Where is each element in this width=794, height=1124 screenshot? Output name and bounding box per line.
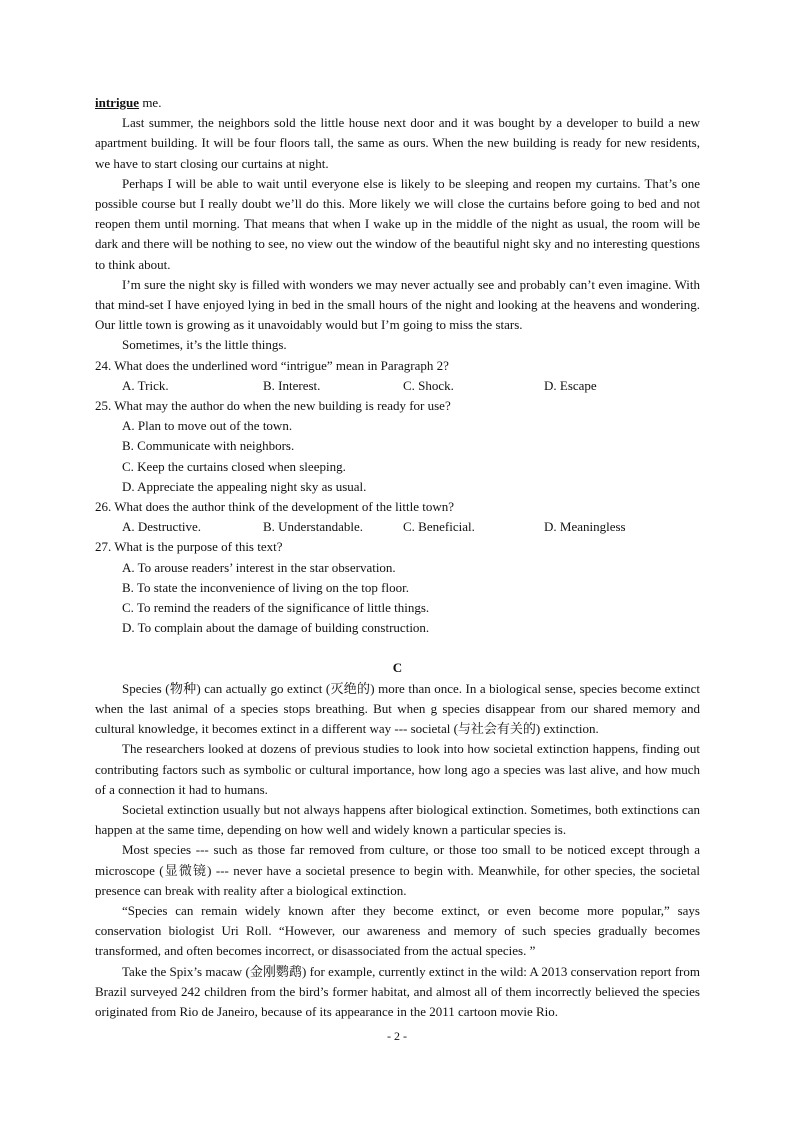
option-a: A. Trick. xyxy=(122,377,169,393)
option-b: B. Understandable. xyxy=(263,519,364,535)
option-a: A. To arouse readers’ interest in the star observation. xyxy=(122,559,396,575)
option-d: D. Appreciate the appealing night sky as usual. xyxy=(122,478,367,494)
underlined-word: intrigue xyxy=(95,95,140,110)
paragraph: Societal extinction usually but not always happens after biological extinction. Sometimes, both extinctions can happen at the same time, depending on how well and widely known a particular species is. xyxy=(95,801,700,838)
option-b: B. To state the inconvenience of living on the top floor. xyxy=(122,579,409,595)
question-stem: 24. What does the underlined word “intrigue” mean in Paragraph 2? xyxy=(95,357,449,373)
option-d: D. To complain about the damage of building construction. xyxy=(122,620,430,636)
option-b: B. Communicate with neighbors. xyxy=(122,438,295,454)
question-26 xyxy=(95,497,700,537)
question-27 xyxy=(95,537,700,638)
intro-line: intrigue me. xyxy=(95,95,162,110)
option-a: A. Plan to move out of the town. xyxy=(122,418,293,434)
page-number: - 2 - xyxy=(387,1029,407,1043)
option-c: C. Shock. xyxy=(403,377,454,393)
option-c: C. Keep the curtains closed when sleeping. xyxy=(122,458,346,474)
paragraph: Take the Spix’s macaw (金刚鹦鹉) for example, currently extinct in the wild: A 2013 conservation report from Brazil surveyed 242 children from the bird’s former habitat, and almost all of them incorrectly believed the species originated from Rio de Janeiro, because of its appearance in the 2011 cartoon movie Rio. xyxy=(95,963,700,1019)
option-c: C. Beneficial. xyxy=(403,519,475,535)
option-b: B. Interest. xyxy=(263,377,321,393)
option-d: D. Escape xyxy=(544,377,597,393)
question-stem: 27. What is the purpose of this text? xyxy=(95,539,283,555)
paragraph: The researchers looked at dozens of previous studies to look into how societal extinction happens, finding out contributing factors such as symbolic or cultural importance, how long ago a species was last alive, and how much of a connection it had to humans. xyxy=(95,741,700,797)
option-d: D. Meaningless xyxy=(544,519,626,535)
question-stem: 26. What does the author think of the development of the little town? xyxy=(95,499,454,515)
paragraph: Sometimes, it’s the little things. xyxy=(122,337,287,353)
question-stem: 25. What may the author do when the new building is ready for use? xyxy=(95,398,451,414)
paragraph: Perhaps I will be able to wait until everyone else is likely to be sleeping and reopen my curtains. That’s one possible course but I really doubt we’ll do this. More likely we will close the curtains before going to bed and not reopen them until morning. That means that when I wake up in the middle of the night as usual, the room will be dark and there will be nothing to see, no view out the window of the beautiful night sky and no interesting questions to think about. xyxy=(95,175,700,272)
options-row xyxy=(95,376,700,396)
paragraph: Most species --- such as those far removed from culture, or those too small to be noticed except through a microscope (显微镜) --- never have a societal presence to begin with. Meanwhile, for other species, the societal presence can break with reality after a biological extinction. xyxy=(95,842,700,898)
paragraph: “Species can remain widely known after they become extinct, or even become more popular,” says conservation biologist Uri Roll. “However, our awareness and memory of such species gradually becomes transformed, and often becomes incorrect, or disassociated from the actual species. ” xyxy=(95,902,700,959)
question-24 xyxy=(95,356,700,396)
page-body xyxy=(95,93,700,1022)
paragraph: I’m sure the night sky is filled with wonders we may never actually see and probably can’t even imagine. With that mind-set I have enjoyed lying in bed in the small hours of the night and looking at the heavens and wondering. Our little town is growing as it unavoidably would but I’m going to miss the stars. xyxy=(95,276,700,333)
section-heading-c: C xyxy=(392,660,403,676)
option-c: C. To remind the readers of the significance of little things. xyxy=(122,600,430,616)
option-a: A. Destructive. xyxy=(122,519,202,535)
paragraph: Last summer, the neighbors sold the little house next door and it was bought by a developer to build a new apartment building. It will be four floors tall, the same as ours. When the new building is ready for new residents, we have to start closing our curtains at night. xyxy=(95,115,700,171)
paragraph: Species (物种) can actually go extinct (灭绝的) more than once. In a biological sense, species become extinct when the last animal of a species stops breathing. But when g species disappear from our shared memory and cultural knowledge, it becomes extinct in a different way --- societal (与社会有关的) extinction. xyxy=(95,680,700,737)
question-25 xyxy=(95,396,700,497)
options-row xyxy=(95,517,700,537)
